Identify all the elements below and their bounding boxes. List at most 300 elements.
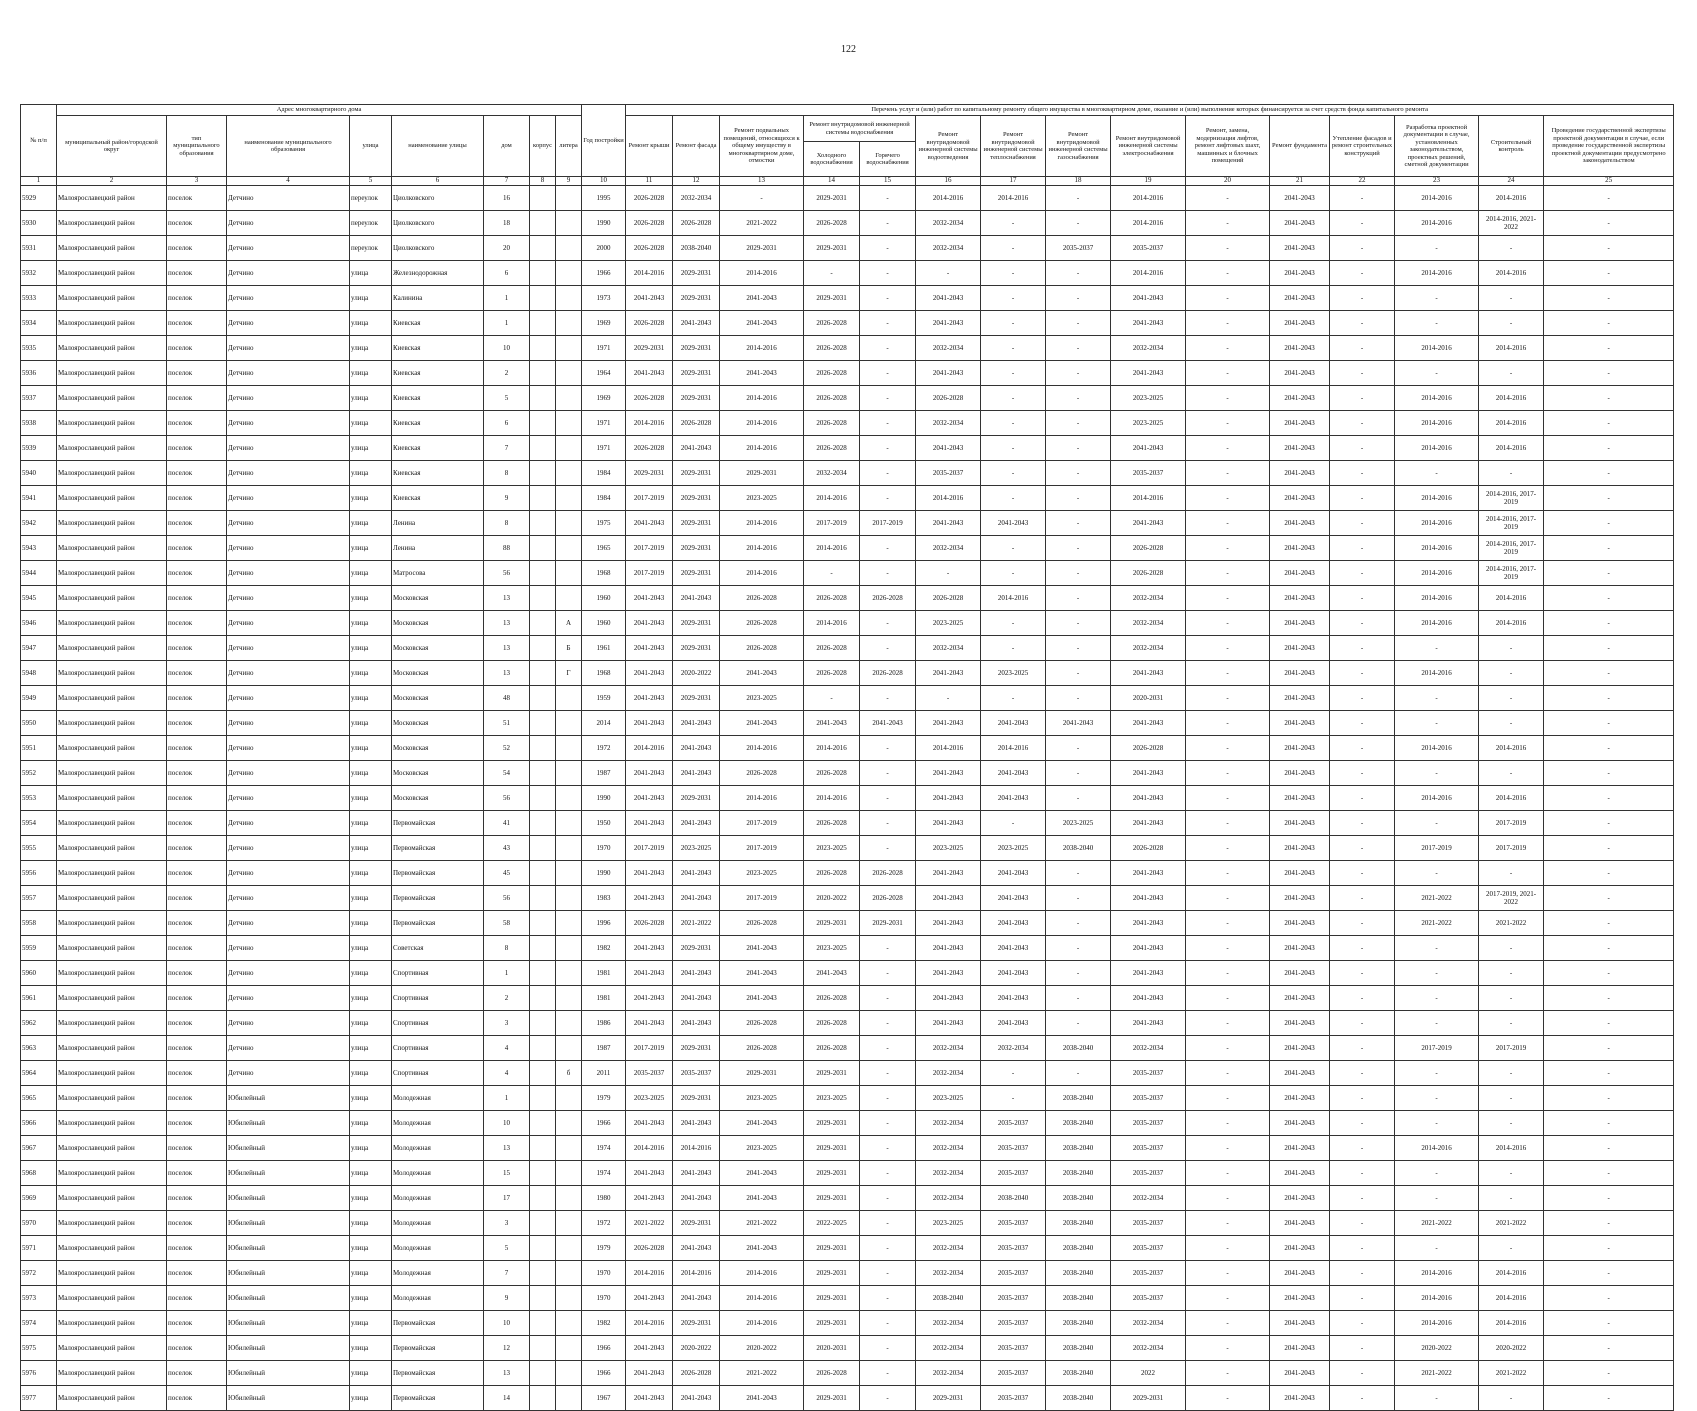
table-cell [530,636,556,661]
table-cell: 2041-2043 [1111,661,1186,686]
table-cell: - [1395,1086,1479,1111]
table-cell: улица [350,1086,392,1111]
table-cell: 2021-2022 [1395,1211,1479,1236]
table-cell: 2026-2028 [804,436,860,461]
col-roof-header: Ремонт крыши [626,116,673,177]
table-cell: 2014-2016 [1479,411,1544,436]
table-cell: Детчино [227,236,350,261]
table-cell: улица [350,911,392,936]
table-cell: Юбилейный [227,1311,350,1336]
column-number: 13 [720,177,804,186]
table-cell: 2017-2019 [626,561,673,586]
table-cell: 2014-2016 [626,1311,673,1336]
table-cell: 2014-2016 [1479,611,1544,636]
table-cell: 2 [484,361,530,386]
address-group-header: Адрес многоквартирного дома [57,105,582,116]
table-cell: поселок [167,711,227,736]
table-cell: 2041-2043 [626,661,673,686]
table-cell [556,686,582,711]
table-cell: 2041-2043 [981,786,1046,811]
table-cell: - [1395,811,1479,836]
table-cell: Малоярославецкий район [57,886,167,911]
table-cell: - [916,686,981,711]
table-cell: 2041-2043 [720,286,804,311]
column-number: 11 [626,177,673,186]
table-cell: 2041-2043 [673,1111,720,1136]
table-cell: 2014-2016 [720,386,804,411]
table-cell: Малоярославецкий район [57,1261,167,1286]
table-cell: - [1046,211,1111,236]
table-cell: Спортивная [392,1061,484,1086]
table-cell: - [1330,411,1395,436]
table-cell: 2023-2025 [804,836,860,861]
table-cell: 2041-2043 [1111,436,1186,461]
table-cell: 1983 [582,886,626,911]
table-cell: 2041-2043 [1270,836,1330,861]
table-cell: Малоярославецкий район [57,786,167,811]
table-cell: поселок [167,836,227,861]
table-cell: Детчино [227,936,350,961]
table-cell: 5946 [21,611,57,636]
table-cell: - [1186,461,1270,486]
table-cell: 2014-2016 [1395,536,1479,561]
column-number: 1 [21,177,57,186]
table-cell: 58 [484,911,530,936]
table-cell: 2035-2037 [1111,1211,1186,1236]
table-cell [530,961,556,986]
table-cell: - [1046,936,1111,961]
table-row [21,511,1674,536]
table-cell: - [860,1336,916,1361]
table-cell: - [1544,986,1674,1011]
table-cell: 2041-2043 [981,886,1046,911]
table-cell: 2026-2028 [626,311,673,336]
table-cell: - [1544,1161,1674,1186]
table-cell: 3 [484,1211,530,1236]
table-row [21,1261,1674,1286]
table-cell: - [860,1061,916,1086]
table-cell: - [860,636,916,661]
table-cell: 2026-2028 [804,386,860,411]
table-cell: 1971 [582,336,626,361]
table-cell: 2029-2031 [673,336,720,361]
col-sewer-header: Ремонт внутридомовой инженерной системы водоотведения [916,116,981,177]
table-cell: переулок [350,211,392,236]
table-cell: 5937 [21,386,57,411]
table-cell: 2041-2043 [1270,436,1330,461]
table-cell [530,661,556,686]
table-cell: 2014-2016 [1395,336,1479,361]
table-cell: 1970 [582,1261,626,1286]
table-cell: - [1479,936,1544,961]
table-cell: 2029-2031 [804,1111,860,1136]
table-cell [530,286,556,311]
table-cell [556,536,582,561]
table-cell [530,386,556,411]
table-cell: - [1186,836,1270,861]
table-cell: 2029-2031 [804,1061,860,1086]
table-cell [556,1336,582,1361]
table-cell [530,1336,556,1361]
table-cell: Ленина [392,511,484,536]
table-cell: - [860,1036,916,1061]
column-number: 4 [227,177,350,186]
table-cell: 2032-2034 [916,236,981,261]
table-cell: 2038-2040 [1046,1236,1111,1261]
col-street-name-header: наименование улицы [392,116,484,177]
table-cell: - [1186,636,1270,661]
table-cell: - [1544,1136,1674,1161]
table-cell: улица [350,936,392,961]
table-cell: - [1395,1386,1479,1411]
capital-repair-table [20,104,1674,1411]
table-cell: 2026-2028 [804,211,860,236]
table-cell: - [1395,361,1479,386]
table-cell: 2041-2043 [673,1386,720,1411]
table-cell: 2041-2043 [1270,1311,1330,1336]
table-cell [530,361,556,386]
table-row [21,711,1674,736]
table-cell: 2023-2025 [916,1086,981,1111]
table-cell: 2014-2016, 2017-2019 [1479,486,1544,511]
table-cell: Б [556,636,582,661]
table-cell: - [1479,461,1544,486]
table-cell: 2041-2043 [1270,1361,1330,1386]
table-cell: 2041-2043 [1270,1261,1330,1286]
table-cell: Спортивная [392,961,484,986]
table-cell: 2032-2034 [916,1186,981,1211]
table-row [21,586,1674,611]
table-cell [556,1311,582,1336]
table-cell: 1966 [582,1111,626,1136]
table-cell: 1987 [582,761,626,786]
table-cell: Киевская [392,311,484,336]
table-cell: 2026-2028 [720,611,804,636]
table-cell: 2026-2028 [916,386,981,411]
table-cell: 2038-2040 [1046,1261,1111,1286]
table-cell: Первомайская [392,1311,484,1336]
table-cell: - [981,1086,1046,1111]
table-cell: 1979 [582,1086,626,1111]
table-row [21,436,1674,461]
table-cell: Малоярославецкий район [57,461,167,486]
table-cell: 2041-2043 [981,986,1046,1011]
table-cell: 2029-2031 [673,1211,720,1236]
table-cell: - [1330,861,1395,886]
table-cell: - [1395,961,1479,986]
table-cell: - [1186,761,1270,786]
table-cell: Малоярославецкий район [57,261,167,286]
table-cell: - [1330,636,1395,661]
table-cell [556,236,582,261]
table-cell: 2026-2028 [1111,736,1186,761]
table-cell: 2032-2034 [916,636,981,661]
table-cell: 2014-2016 [916,486,981,511]
table-cell: - [860,1111,916,1136]
table-cell: 2017-2019 [1479,811,1544,836]
table-cell: 2041-2043 [1270,661,1330,686]
table-cell: Детчино [227,211,350,236]
table-cell: 2041-2043 [626,761,673,786]
table-cell: 2021-2022 [720,1361,804,1386]
table-cell: - [1544,486,1674,511]
table-cell: - [981,411,1046,436]
table-cell: - [1186,1161,1270,1186]
table-cell: улица [350,1236,392,1261]
table-cell: Детчино [227,786,350,811]
table-cell: - [981,211,1046,236]
table-cell: улица [350,386,392,411]
table-cell: 2029-2031 [673,936,720,961]
table-cell: Киевская [392,386,484,411]
table-cell: поселок [167,786,227,811]
table-cell [530,236,556,261]
table-cell: поселок [167,1111,227,1136]
table-cell: 2023-2025 [720,1136,804,1161]
table-cell [556,311,582,336]
table-cell: 2029-2031 [673,611,720,636]
table-cell: 2014-2016 [1395,211,1479,236]
table-cell: 2014-2016 [1395,411,1479,436]
table-cell [556,1011,582,1036]
column-number: 3 [167,177,227,186]
table-cell: улица [350,461,392,486]
table-cell: 2021-2022 [1395,1361,1479,1386]
table-cell: Ленина [392,536,484,561]
table-cell: 13 [484,611,530,636]
table-cell: 2041-2043 [916,1011,981,1036]
table-cell: - [1046,411,1111,436]
table-cell [556,961,582,986]
table-cell: 2029-2031 [804,1286,860,1311]
table-cell: 2029-2031 [673,386,720,411]
table-cell: - [1479,661,1544,686]
table-cell: 7 [484,436,530,461]
table-cell: 2032-2034 [916,1161,981,1186]
table-cell: 5964 [21,1061,57,1086]
table-cell: поселок [167,286,227,311]
table-cell: 2035-2037 [626,1061,673,1086]
table-cell: Малоярославецкий район [57,486,167,511]
table-cell: Малоярославецкий район [57,561,167,586]
table-cell: Малоярославецкий район [57,1336,167,1361]
table-cell: 7 [484,1261,530,1286]
table-cell: поселок [167,211,227,236]
table-cell: 13 [484,586,530,611]
table-row [21,1111,1674,1136]
table-cell: - [860,1386,916,1411]
table-cell: 5969 [21,1186,57,1211]
table-cell: 2035-2037 [1111,1061,1186,1086]
table-cell: 2041-2043 [720,1111,804,1136]
table-cell: 2023-2025 [720,1086,804,1111]
table-cell: поселок [167,461,227,486]
table-cell: - [1046,486,1111,511]
col-gas-header: Ремонт внутридомовой инженерной системы газоснабжения [1046,116,1111,177]
table-cell: 2041-2043 [1270,1036,1330,1061]
table-cell: 9 [484,486,530,511]
table-cell: поселок [167,961,227,986]
table-cell: - [1046,561,1111,586]
table-cell: 2017-2019 [1479,836,1544,861]
table-cell: Малоярославецкий район [57,986,167,1011]
table-cell: 2023-2025 [673,836,720,861]
table-cell [530,1136,556,1161]
table-cell: 5943 [21,536,57,561]
table-cell: Первомайская [392,861,484,886]
table-cell: 2035-2037 [981,1361,1046,1386]
table-cell: 2017-2019 [720,886,804,911]
table-cell: - [1330,886,1395,911]
table-cell: 2014-2016 [1395,1136,1479,1161]
table-cell: поселок [167,611,227,636]
table-cell: - [1330,986,1395,1011]
table-cell: - [860,686,916,711]
table-cell: 2020-2022 [720,1336,804,1361]
table-cell: 2041-2043 [720,1236,804,1261]
table-row [21,1211,1674,1236]
table-cell: - [1544,1086,1674,1111]
table-cell: 2029-2031 [673,636,720,661]
table-cell: 2041-2043 [1111,861,1186,886]
table-cell: Малоярославецкий район [57,861,167,886]
table-cell: 2035-2037 [981,1286,1046,1311]
table-cell: поселок [167,536,227,561]
table-cell: 2041-2043 [1270,336,1330,361]
table-cell: - [1330,386,1395,411]
table-cell [556,1161,582,1186]
table-cell: 2014-2016 [1395,736,1479,761]
table-cell: Малоярославецкий район [57,386,167,411]
table-cell: поселок [167,636,227,661]
table-cell: - [1186,311,1270,336]
table-cell: 2029-2031 [720,236,804,261]
table-cell: - [1330,961,1395,986]
table-row [21,811,1674,836]
table-cell: - [981,461,1046,486]
table-cell: 2041-2043 [626,1011,673,1036]
table-cell: 2041-2043 [626,636,673,661]
table-cell: 2038-2040 [1046,1186,1111,1211]
table-cell: Киевская [392,411,484,436]
table-cell: 2041-2043 [1270,711,1330,736]
table-cell: 56 [484,786,530,811]
table-cell: Циолковского [392,186,484,211]
table-cell: поселок [167,661,227,686]
table-row [21,1186,1674,1211]
table-cell: - [1330,261,1395,286]
table-cell: 1967 [582,1386,626,1411]
table-row [21,1386,1674,1411]
table-cell: 2032-2034 [916,1236,981,1261]
table-cell: - [1046,911,1111,936]
table-cell: Юбилейный [227,1186,350,1211]
table-cell: Спортивная [392,1036,484,1061]
table-cell: 2041-2043 [981,936,1046,961]
table-cell: 2029-2031 [626,336,673,361]
table-cell [556,936,582,961]
table-cell: 2026-2028 [626,236,673,261]
table-cell: Советская [392,936,484,961]
table-cell: улица [350,711,392,736]
table-cell: Детчино [227,386,350,411]
table-cell: Детчино [227,836,350,861]
table-cell: поселок [167,1186,227,1211]
table-cell [556,736,582,761]
table-cell: - [1186,1036,1270,1061]
table-cell: Малоярославецкий район [57,211,167,236]
table-cell: Первомайская [392,836,484,861]
table-cell: - [1479,861,1544,886]
table-row [21,561,1674,586]
table-cell: - [981,311,1046,336]
table-cell: поселок [167,811,227,836]
table-cell: 1 [484,311,530,336]
table-cell: 1971 [582,436,626,461]
table-cell: 2032-2034 [916,1311,981,1336]
table-cell: 5933 [21,286,57,311]
table-cell: - [1046,986,1111,1011]
table-cell: 48 [484,686,530,711]
table-cell: 2041-2043 [626,1336,673,1361]
table-cell: Малоярославецкий район [57,1111,167,1136]
table-cell: улица [350,861,392,886]
table-row [21,1336,1674,1361]
table-cell: А [556,611,582,636]
table-cell: 2014-2016 [1395,486,1479,511]
table-cell: Московская [392,661,484,686]
table-cell: улица [350,1336,392,1361]
table-cell: поселок [167,511,227,536]
table-cell: 2017-2019 [720,811,804,836]
table-row [21,261,1674,286]
table-cell: - [981,386,1046,411]
table-cell [556,511,582,536]
table-cell: 2029-2031 [804,186,860,211]
table-cell: 1987 [582,1036,626,1061]
table-cell: 2041-2043 [916,436,981,461]
table-cell: 2035-2037 [981,1336,1046,1361]
table-cell: поселок [167,1061,227,1086]
table-cell: 2021-2022 [1479,1211,1544,1236]
table-cell: - [1395,636,1479,661]
table-cell: - [1046,536,1111,561]
table-cell: - [860,486,916,511]
table-cell: 2041-2043 [1111,961,1186,986]
table-cell: 2026-2028 [804,986,860,1011]
table-cell: 5 [484,386,530,411]
table-row [21,536,1674,561]
column-number: 24 [1479,177,1544,186]
table-cell: Малоярославецкий район [57,1236,167,1261]
table-cell: 1990 [582,786,626,811]
table-cell [530,936,556,961]
table-cell: - [1046,661,1111,686]
table-cell: Первомайская [392,811,484,836]
table-cell: 2032-2034 [916,336,981,361]
table-cell: - [1330,286,1395,311]
table-cell: - [1544,286,1674,311]
table-cell: Детчино [227,411,350,436]
table-cell: улица [350,261,392,286]
table-cell: - [1544,861,1674,886]
table-cell: 2014-2016 [626,736,673,761]
table-row [21,611,1674,636]
table-cell: 8 [484,511,530,536]
table-cell: 2014-2016 [981,736,1046,761]
table-row [21,336,1674,361]
table-cell: 2041-2043 [1270,386,1330,411]
